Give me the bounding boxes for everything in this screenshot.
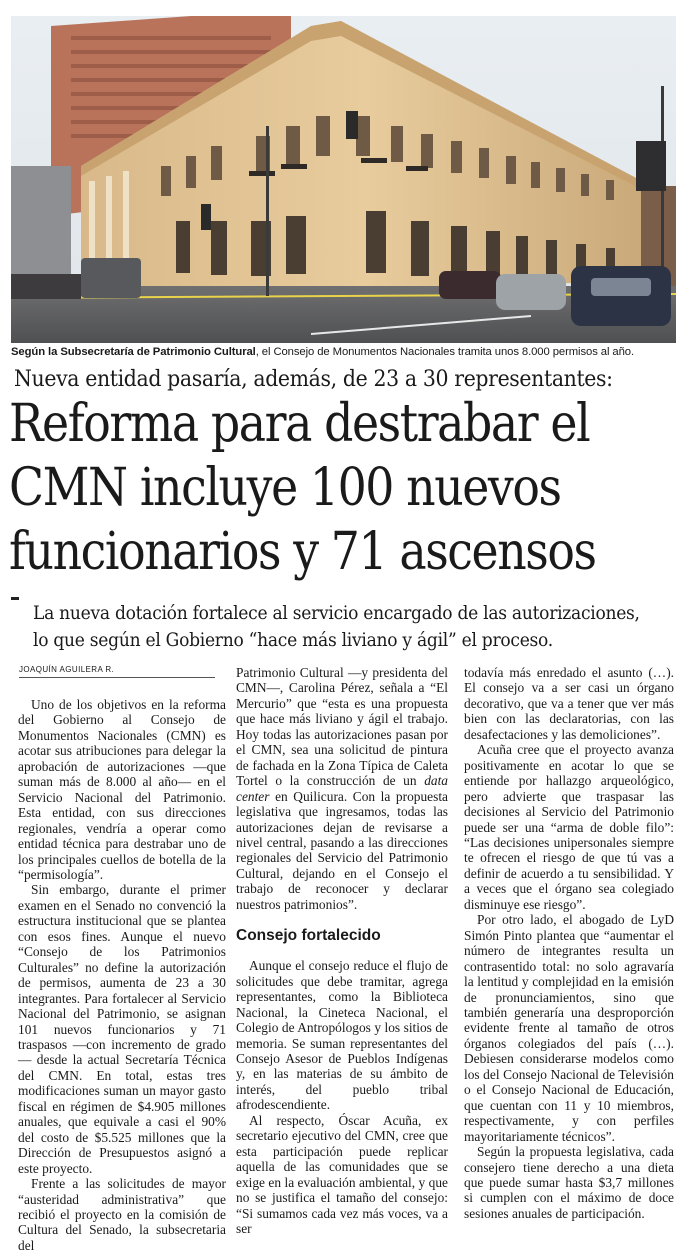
column-3 [464,665,674,1221]
subheading: Consejo fortalecido [236,927,381,945]
paragraph-text: Patrimonio Cultural —y presidenta del CMN—, Carolina Pérez, señala a “El Mercurio” que “esta es una propuesta que hace más liviano y ágil el trabajo. Hoy todas las autorizaciones pasan por el CMN, sea una solicitud de pintura de fachada en la Zona Típica de Caleta Tortel o la construcción de un [236,665,448,789]
deck [33,600,640,654]
caption-rest: , el Consejo de Monumentos Nacionales tramita unos 8.000 permisos al año. [255,346,634,358]
caption-bold: Según la Subsecretaría de Patrimonio Cultural [11,346,256,358]
headline-line-2: CMN incluye 100 nuevos [9,458,561,518]
paragraph: Al respecto, Óscar Acuña, ex secretario ejecutivo del CMN, cree que esta participación puede replicar aquella de las comunidades que se exige en la evaluación ambiental, y que no se justifica el tamaño del consejo: “Si sumamos cada vez más voces, va a ser [236,1112,448,1236]
paragraph-text: en Quilicura. Con la propuesta legislativa que ingresamos, todas las autorizaciones dejan de revisarse a nivel central, pasando a las direcciones regionales del Servicio del Patrimonio Cultural, dejando en el Consejo el trabajo de reconocer y declarar nuestros patrimonios”. [236,788,448,912]
building-photo [11,16,676,343]
building-photo-icon [11,16,676,343]
paragraph: Sin embargo, durante el primer examen en el Senado no convenció la estructura institucional que se plantea con esos fines. Aunque el nuevo “Consejo de los Patrimonios Culturales” no define la autorización de permisos, aumenta de 23 a 30 integrantes. Para fortalecer al Servicio Nacional del Patrimonio, se asignan 101 nuevos funcionarios y 71 traspasos —con incremento de grado— desde la actual Secretaría Técnica del CMN. En total, estas tres modificaciones suman un mayor gasto fiscal en régimen de $4.905 millones anuales, que equivale a casi el 90% del costo de $5.525 millones que la Dirección de Presupuestos asignó a este proyecto. [18,882,226,1176]
paragraph: Frente a las solicitudes de mayor “austeridad administrativa” que recibió el proyecto en la comisión de Cultura del Senado, la subsecretaria del [18,1176,226,1253]
paragraph: todavía más enredado el asunto (…). El consejo va a ser casi un órgano decorativo, que va a tener que ver más bien con las declaratorias, con las desafectaciones y las demoliciones”. [464,665,674,742]
kicker: Nueva entidad pasaría, además, de 23 a 30 representantes: [14,367,613,392]
deck-line-1: La nueva dotación fortalece al servicio encargado de las autorizaciones, [33,603,640,624]
photo-caption [11,345,679,360]
headline-line-3: funcionarios y 71 ascensos [9,522,596,582]
headline [9,392,596,584]
paragraph: Según la propuesta legislativa, cada consejero tiene derecho a una dieta que puede sumar hasta $3,7 millones si cumplen con el máximo de doce sesiones anuales de participación. [464,1144,674,1221]
paragraph: Aunque el consejo reduce el flujo de solicitudes que debe tramitar, agrega representantes, como la Biblioteca Nacional, la Cineteca Nacional, el Colegio de Antropólogos y los sitios de memoria. Se suman representantes del Consejo Asesor de Pueblos Indígenas y, en las materias de su ámbito de interés, del pueblo tribal afrodescendiente. [236,958,448,1113]
column-1 [18,697,226,1253]
deck-rule [11,597,19,600]
paragraph: Acuña cree que el proyecto avanza positivamente en acotar lo que se entiende por hallazgo arqueológico, pero advierte que traspasar las decisiones al Servicio del Patrimonio puede ser una “arma de doble filo”: “Las decisiones unipersonales siempre te ofrecen el riesgo de que tú vas a definir de acuerdo a tu sensibilidad. Y a veces que el órgano sea colegiado disminuye ese riesgo”. [464,742,674,912]
emphasis: data center [236,773,448,804]
paragraph [236,665,448,912]
column-2 [236,665,448,1236]
paragraph: Uno de los objetivos en la reforma del Gobierno al Consejo de Monumentos Nacionales (CMN) es acotar sus atribuciones para delegar la aprobación de autorizaciones —que suman más de 8.000 al año— en el Servicio Nacional del Patrimonio. Esta entidad, con sus direcciones regionales, vendría a operar como entidad técnica para destrabar uno de los principales cuellos de botella de la “permisología”. [18,697,226,882]
byline: JOAQUÍN AGUILERA R. [19,665,215,678]
paragraph: Por otro lado, el abogado de LyD Simón Pinto plantea que “aumentar el número de integrantes resulta un contrasentido total: no solo agravaría la lentitud y complejidad en la emisión de pronunciamientos, sino que también generaría una desproporción evidente frente al tamaño de otros órganos colegiados del país (…). Debiesen considerarse modelos como los del Consejo Nacional de Televisión o el Consejo Nacional de Educación, que cuentan con 11 y 10 miembros, respectivamente, y con perfiles mayoritariamente técnicos”. [464,912,674,1144]
headline-line-1: Reforma para destrabar el [9,394,590,454]
deck-line-2: lo que según el Gobierno “hace más liviano y ágil” el proceso. [33,630,553,651]
